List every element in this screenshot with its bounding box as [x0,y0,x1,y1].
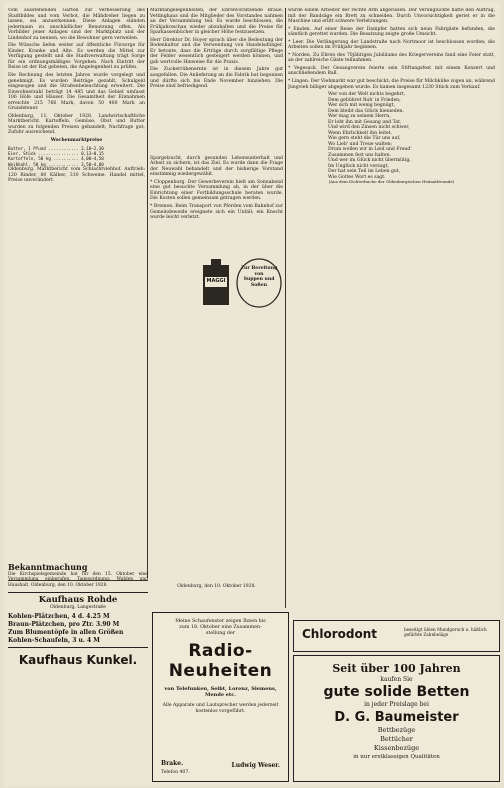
col3-paragraph-5: * Vegesack. Der Gesangverein feierte sein Stiftungsfest mit einem Konzert und anschließendem Ball. [288,65,495,77]
poem-line: Dem bleibt das Glück hienieden. [328,108,404,114]
radio-intro [153,619,288,637]
poem-line: Wer sich mit wenig begnügt, [328,103,395,109]
chlorodont-tag: beseitigt üblen Mundgeruch u. häßlich gefärbte Zahnbeläge [404,627,487,638]
radio-headline [153,641,288,681]
col3-paragraph-3: * Leer. Die Verlängerung der Landstraße nach Nortmoor ist beschlossen worden; die Arbeiten sollen im Frühjahr beginnen. [288,39,495,51]
market-price-table [8,146,145,168]
betten-goods-4: in nur erstklassigen Qualitäten [353,754,440,760]
poem-source: (Aus dem Dichterbuche der Oldenburgischen Heimatfreunde) [328,179,455,185]
radio-headline-1: Radio- [188,641,253,661]
betten-goods-3: Kissenbezüge [373,744,420,752]
dateline: Oldenburg, den 10. Oktober 1928. [177,584,256,589]
radio-owner: Ludwig Weser. [231,762,280,769]
rohde-advert [8,592,148,648]
betten-line-2: kaufen Sie [380,676,413,683]
radio-intro-3: stellung der [205,631,236,636]
maggi-tagline-3: Suppen und Soßen [243,277,275,288]
radio-advert [152,612,289,782]
betten-firm: D. G. Baumeister [334,710,459,725]
article-column-1 [8,8,145,578]
radio-service: Alle Apparate und Lautsprecher werden jederzeit kostenlos vorgeführt. [162,703,279,715]
market-table-heading: Wochenmarktpreise [50,138,103,144]
poem-line: Wer von der Welt nichts begehrt, [328,92,406,98]
poem-line: Und wer im Glück nicht übermütig, [328,158,411,164]
maggi-spacer [150,92,283,156]
column-rule-2 [285,8,286,608]
poem-line: Wo Lieb' und Treue walten; [328,141,393,147]
betten-advert [293,655,500,782]
col2-paragraph-3: Die Zuckerrübenernte ist in diesem Jahre gut ausgefallen. Die Anlieferung an die Fabrik hat begonnen und dürfte sich bis Ende November hinziehen. Die Preise sind befriedigend. [150,67,283,90]
rohde-title: Kaufhaus Rohde [38,594,118,605]
col2-paragraph-1: Marktangelegenheiten, der Ehrenvorsitzende Braue, Vettinghaus und die Mitglieder des Vorstandes nahmen an der Versammlung teil. Es wurde beschlossen, die Frühjahrsschau wieder abzuhalten und die Preise für Sparkassenbücher in gleicher Höhe festzusetzen. [150,8,283,36]
col3-paragraph-6: * Lingen. Der Viehmarkt war gut beschickt; die Preise für Milchkühe zogen an, während Jungvieh billiger abgegeben wurde. Es kamen insgesamt 1230 Stück zum Verkauf. [288,79,495,90]
list-item: Kohlen-Schaufeln, 3 u. 4 M [8,636,100,644]
col2-paragraph-6: * Bremen. Beim Transport von Pferden vom Bahnhof zur Gemeindeweide ereignete sich ein Unfall; ein Knecht wurde leicht verletzt. [150,204,283,221]
poem-line: Im Unglück nicht verzagt, [328,163,389,169]
list-item: Braun-Plätzchen, pro Ztr. 3.90 M [8,620,120,628]
poem-line: Und wird den Zinsen nicht schwer, [328,125,410,131]
col1-paragraph-2: Die Wünsche liefen weiter auf öffentliche Fürsorge für Kinder, Kranke und Alte. Es werden die Mittel zur Verfügung gestellt und die Stadtverwaltung trägt Sorge für ein ordnungsmäßiges Vorgehen. Nach Eintritt der Reise ist der Rat gebeten, die Angelegenheit zu prüfen. [8,43,145,71]
chlorodont-advert [293,620,500,652]
poem-line: Dem gebühret Ruh' in Frieden; [328,97,401,103]
betten-line-1: Seit über 100 Jahren [332,662,461,675]
betten-goods [294,726,499,762]
notice-text: Die Kirchspielsgemeinde hat für den 15. Oktober eine Versammlung einberufen. Tagesordnung: Wahlen und Haushalt. Oldenburg, den 10. Oktober 1928. [8,572,148,588]
rohde-subtitle: Oldenburg, Langestraße [50,604,106,610]
poem-line: Der hat sein Teil im Leben gut, [328,169,401,175]
col2-paragraph-5: * Cloppenburg. Der Gewerbeverein hielt am Sonnabend eine gut besuchte Versammlung ab, in der über die Einrichtung einer Fortbildungsschule beraten wurde. Die Kosten sollen gemeinsam getragen werden. [150,179,283,202]
col3-paragraph-4: * Norden. Zu Ehren des 70jährigen Jubiläums des Kriegervereins fand eine Feier statt, an der zahlreiche Gäste teilnahmen. [288,52,495,64]
poem-line: Wer mag zu seinem Herrn, [328,114,391,120]
col3-paragraph-2: * Emden. Auf einer Reise der Dampfer hatten sich neun Fahrgäste befunden, die sämtlich gerettet wurden. Die Besatzung zeigte große Umsicht. [288,26,495,38]
poem [288,92,495,180]
radio-intro-1: Meine Schaufenster zeigen Ihnen bis [175,619,266,624]
left-ads-block [8,562,148,782]
maggi-tagline-2: von [254,271,264,277]
poem-line: Wie gern steht die Tür uns auf, [328,136,401,142]
col3-paragraph-1: wurde einem Arbeiter der rechte Arm abgerissen. Der Verunglückte hatte den Auftrag, mit der Bandsäge ein Brett zu schneiden. Durch Unvorsichtigkeit geriet er in die Maschine und erlitt schwere Verletzungen. [288,8,495,25]
table-row: Butter, 1 Pfund ............ 2,10—2,30 [8,145,104,151]
maggi-tagline-1: Zur Bereitung [240,266,278,271]
radio-brands: von Telefunken, Seibt, Lorenz, Siemens, Mende etc. [164,686,277,699]
poem-line: Zusammen fest uns halten. [328,152,392,158]
col1-closing: Oldenburg. Marktbericht vom Schlachtviehhof. Auftrieb: 120 Rinder, 80 Kälber, 310 Schweine. Handel mittel, Preise unverändert. [8,167,145,184]
betten-goods-2: Bettücher [380,735,413,743]
maggi-brand: MAGGI [206,278,226,284]
list-item: Kohlen-Plätzchen, 4 d. 4.25 M [8,612,110,620]
radio-phone: Telefon 407. [161,770,190,775]
col1-paragraph-4: Oldenburg, 11. Oktober 1928. Landwirtschaftliche Marktbericht. Kartoffeln, Gemüse, Obst und Butter wurden zu folgenden Preisen gehandelt; Nachfrage gut, Zufuhr ausreichend. [8,113,145,136]
col2-paragraph-2: Herr Direktor Dr. Hoyer sprach über die Bedeutung der Bodenkultur und die Verwendung von Handelsdünger. Er betonte, dass die Erträge durch sorgfältige Pflege der Felder wesentlich gesteigert werden können, und gab wertvolle Hinweise für die Praxis. [150,37,283,65]
rohde-items [8,613,148,645]
table-row: Kartoffeln, 50 kg .......... 4,00—4,50 [8,156,104,162]
article-column-3 [288,8,495,578]
column-rule-1 [147,8,148,578]
chlorodont-brand: Chlorodont [302,627,377,641]
notice-title: Bekanntmachung [8,562,88,572]
maggi-tagline [239,266,279,288]
poem-line: Wie Gottes Wort es sagt. [328,174,386,180]
radio-headline-2: Neuheiten [168,661,273,681]
kunkel-advert: Kaufhaus Kunkel. [18,652,138,667]
poem-line: Er lobt ihn mit Gesang und Tat, [328,119,402,125]
table-row: Eier, Stück ................ 0,13—0,15 [8,150,104,156]
col2-paragraph-4: Spargelzucht, durch gesunden Lebensunterhalt und Arbeit zu sichern, ist das Ziel. Es wurde dann die Frage der Neuwahl behandelt und der bisherige Vorstand einstimmig wiedergewählt. [150,155,283,178]
col1-paragraph-1: vom ausstehenden Garten zur Verbesserung des Stadtbildes und vom Verbot, die Mähdreher liegen zu lassen, sei anzuerkennen. Diese Anlagen ständen jedermann zu unschädlicher Benutzung offen. Als Vorbilder jener Anlagen sind der Marktplatz und der Lindenhof zu nennen, wo die Bewohner gern verweilen. [8,8,145,41]
betten-line-3: gute solide Betten [323,684,470,700]
betten-goods-1: Bettbezüge [377,726,416,734]
maggi-advert [195,255,283,313]
betten-line-4: in jeder Preislage bei [364,701,429,708]
poem-line: Wenn Ehrlichkeit ihn leitet. [328,130,393,136]
col1-paragraph-3: Die Rechnung des letzten Jahres wurde vorgelegt und genehmigt. Es wurden Beiträge gezahlt, Schulgeld eingezogen und die Straßenbeleuchtung erweitert. Die Einwohnerzahl beträgt 14 485 und das Gebiet umfasst 106 Höfe und Häuser. Die Gesamtheit der Einnahmen erreichte 215 766 Mark, davon 50 400 Mark an Grundsteuer. [8,73,145,112]
list-item: Zum Blumentöpfe in allen Größen [8,628,124,636]
poem-line: Drum wollen wir in Leid und Freud' [328,147,412,153]
radio-city: Brake. [161,760,184,767]
table-row: Weißkohl, 50 kg ............ 3,50—4,00 [8,161,104,167]
radio-intro-2: zum 18. Oktober eine Zusammen- [179,625,262,630]
